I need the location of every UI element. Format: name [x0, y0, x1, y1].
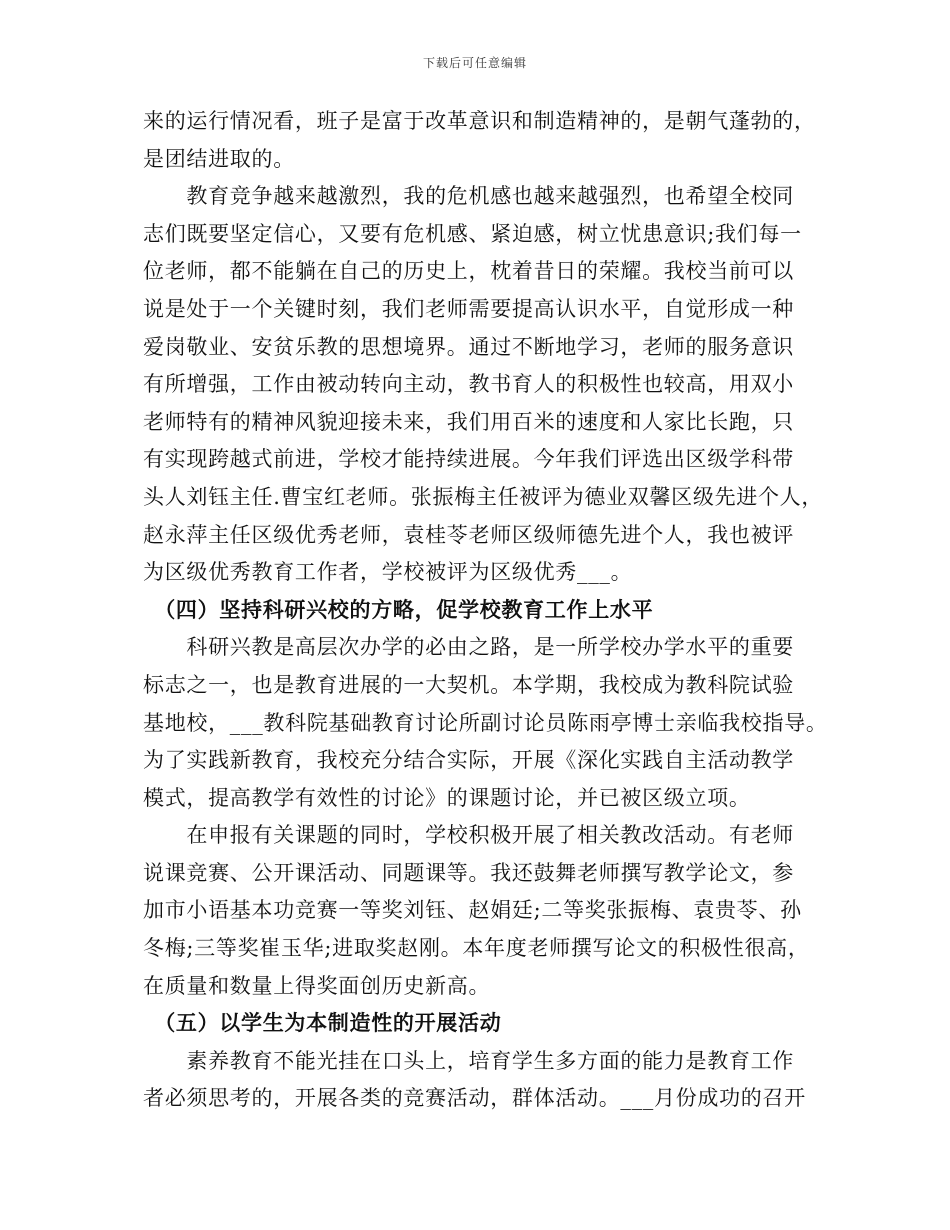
text-line: 为区级优秀教育工作者，学校被评为区级优秀___。: [143, 560, 633, 585]
text-line: 位老师，都不能躺在自己的历史上，枕着昔日的荣耀。我校当前可以: [143, 259, 794, 284]
text-line: 爱岗敬业、安贫乐教的思想境界。通过不断地学习，老师的服务意识: [143, 334, 794, 359]
text-line: 来的运行情况看，班子是富于改革意识和制造精神的，是朝气蓬勃的，: [143, 109, 816, 133]
text-line: 赵永萍主任区级优秀老师，袁桂苓老师区级师德先进个人，我也被评: [143, 522, 794, 547]
text-line: 在申报有关课题的同时，学校积极开展了相关教改活动。有老师: [143, 823, 794, 848]
section-heading-4: （四）坚持科研兴校的方略，促学校教育工作上水平: [143, 597, 654, 622]
document-body: [143, 103, 828, 1118]
text-line: 模式，提高教学有效性的讨论》的课题讨论，并已被区级立项。: [143, 785, 751, 810]
paragraph: [143, 103, 816, 178]
text-line: 说课竞赛、公开课活动、同题课等。我还鼓舞老师撰写教学论文，参: [143, 860, 794, 885]
text-line: 有实现跨越式前进，学校才能持续进展。今年我们评选出区级学科带: [143, 447, 794, 472]
text-line: 老师特有的精神风貌迎接未来，我们用百米的速度和人家比长跑，只: [143, 409, 794, 434]
text-line: 素养教育不能光挂在口头上，培育学生多方面的能力是教育工作: [143, 1048, 794, 1073]
text-line: 有所增强，工作由被动转向主动，教书育人的积极性也较高，用双小: [143, 372, 794, 397]
paragraph: [143, 817, 811, 1005]
paragraph: [143, 629, 828, 817]
text-line: 在质量和数量上得奖面创历史新高。: [143, 973, 491, 998]
text-line: 是团结进取的。: [143, 146, 295, 171]
text-line: 教育竞争越来越激烈，我的危机感也越来越强烈，也希望全校同: [143, 184, 794, 209]
text-line: 志们既要坚定信心，又要有危机感、紧迫感，树立忧患意识;我们每一: [143, 221, 802, 246]
text-line: 头人刘钰主任.曹宝红老师。张振梅主任被评为德业双馨区级先进个人，: [143, 484, 824, 509]
paragraph: [143, 1043, 811, 1118]
text-line: 者必须思考的，开展各类的竞赛活动，群体活动。___月份成功的召开: [143, 1086, 806, 1111]
text-line: 加市小语基本功竞赛一等奖刘钰、赵娟廷;二等奖张振梅、袁贵苓、孙: [143, 898, 802, 923]
paragraph: [143, 178, 824, 592]
text-line: 冬梅;三等奖崔玉华;进取奖赵刚。本年度老师撰写论文的积极性很高，: [143, 936, 810, 961]
text-line: 科研兴教是高层次办学的必由之路，是一所学校办学水平的重要: [143, 635, 794, 660]
section-heading-5: （五）以学生为本制造性的开展活动: [143, 1011, 502, 1036]
page-header: 下载后可任意编辑: [422, 56, 527, 70]
text-line: 基地校，___教科院基础教育讨论所副讨论员陈雨亭博士亲临我校指导。: [143, 710, 828, 735]
text-line: 为了实践新教育，我校充分结合实际，开展《深化实践自主活动教学: [143, 748, 794, 773]
text-line: 标志之一，也是教育进展的一大契机。本学期，我校成为教科院试验: [143, 672, 794, 697]
text-line: 说是处于一个关键时刻，我们老师需要提高认识水平，自觉形成一种: [143, 296, 794, 321]
